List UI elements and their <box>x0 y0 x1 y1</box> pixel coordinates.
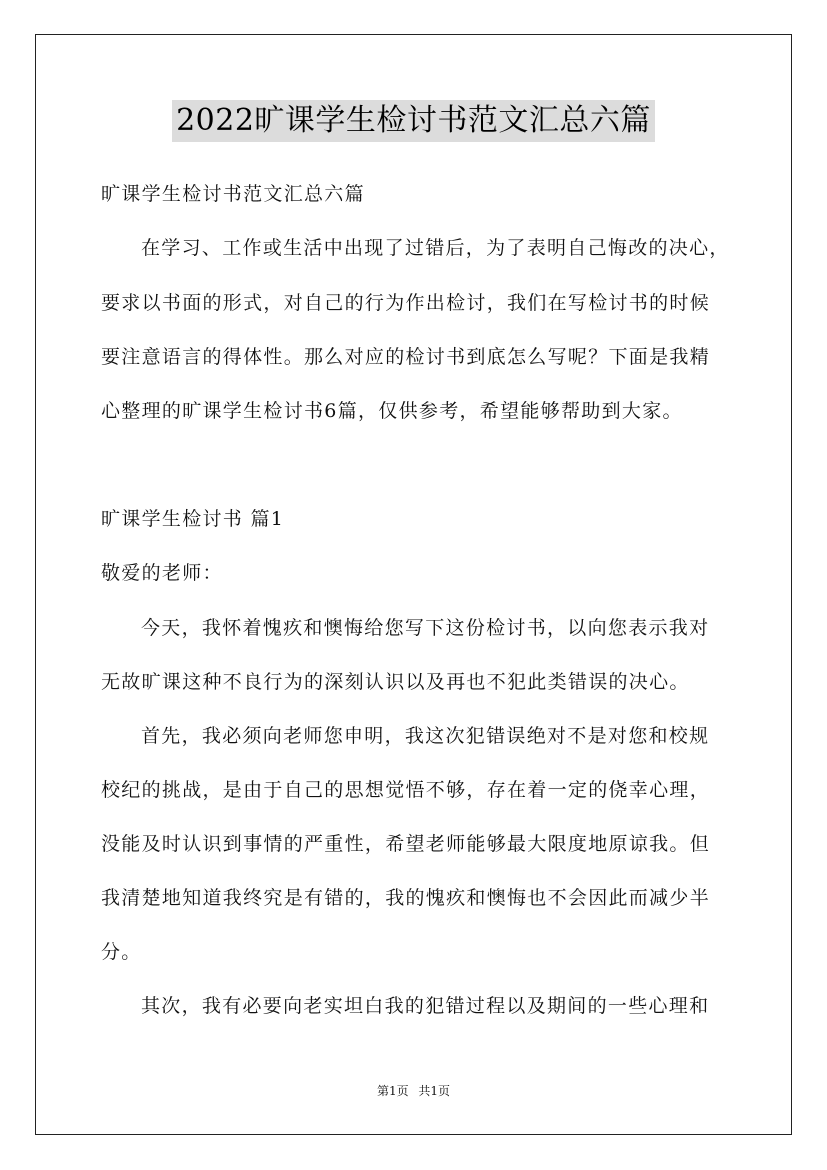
paragraph-line: 没能及时认识到事情的严重性，希望老师能够最大限度地原谅我。但 <box>101 833 711 855</box>
section-heading: 旷课学生检讨书 篇1 <box>101 508 285 530</box>
paragraph-line: 今天，我怀着愧疚和懊悔给您写下这份检讨书，以向您表示我对 <box>141 617 710 639</box>
paragraph-line: 首先，我必须向老师您申明，我这次犯错误绝对不是对您和校规 <box>141 725 710 747</box>
paragraph-line: 其次，我有必要向老实坦白我的犯错过程以及期间的一些心理和 <box>141 995 710 1017</box>
document-title: 2022旷课学生检讨书范文汇总六篇 <box>172 100 655 142</box>
paragraph-line: 心整理的旷课学生检讨书6篇，仅供参考，希望能够帮助到大家。 <box>101 400 683 422</box>
paragraph-line: 我清楚地知道我终究是有错的，我的愧疚和懊悔也不会因此而减少半 <box>101 887 711 909</box>
paragraph-line: 要注意语言的得体性。那么对应的检讨书到底怎么写呢？下面是我精 <box>101 346 711 368</box>
paragraph-line: 校纪的挑战，是由于自己的思想觉悟不够，存在着一定的侥幸心理， <box>101 779 711 801</box>
paragraph-line: 分。 <box>101 941 142 963</box>
document-subtitle: 旷课学生检讨书范文汇总六篇 <box>101 183 365 205</box>
page-total: 共1页 <box>418 1084 451 1098</box>
paragraph-line: 要求以书面的形式，对自己的行为作出检讨，我们在写检讨书的时候 <box>101 292 711 314</box>
salutation: 敬爱的老师： <box>101 562 223 584</box>
page-number: 第1页 <box>376 1084 409 1098</box>
paragraph-line: 无故旷课这种不良行为的深刻认识以及再也不犯此类错误的决心。 <box>101 671 690 693</box>
paragraph-line: 在学习、工作或生活中出现了过错后，为了表明自己悔改的决心， <box>141 237 730 259</box>
title-container <box>0 100 827 142</box>
page-footer <box>0 1083 827 1099</box>
